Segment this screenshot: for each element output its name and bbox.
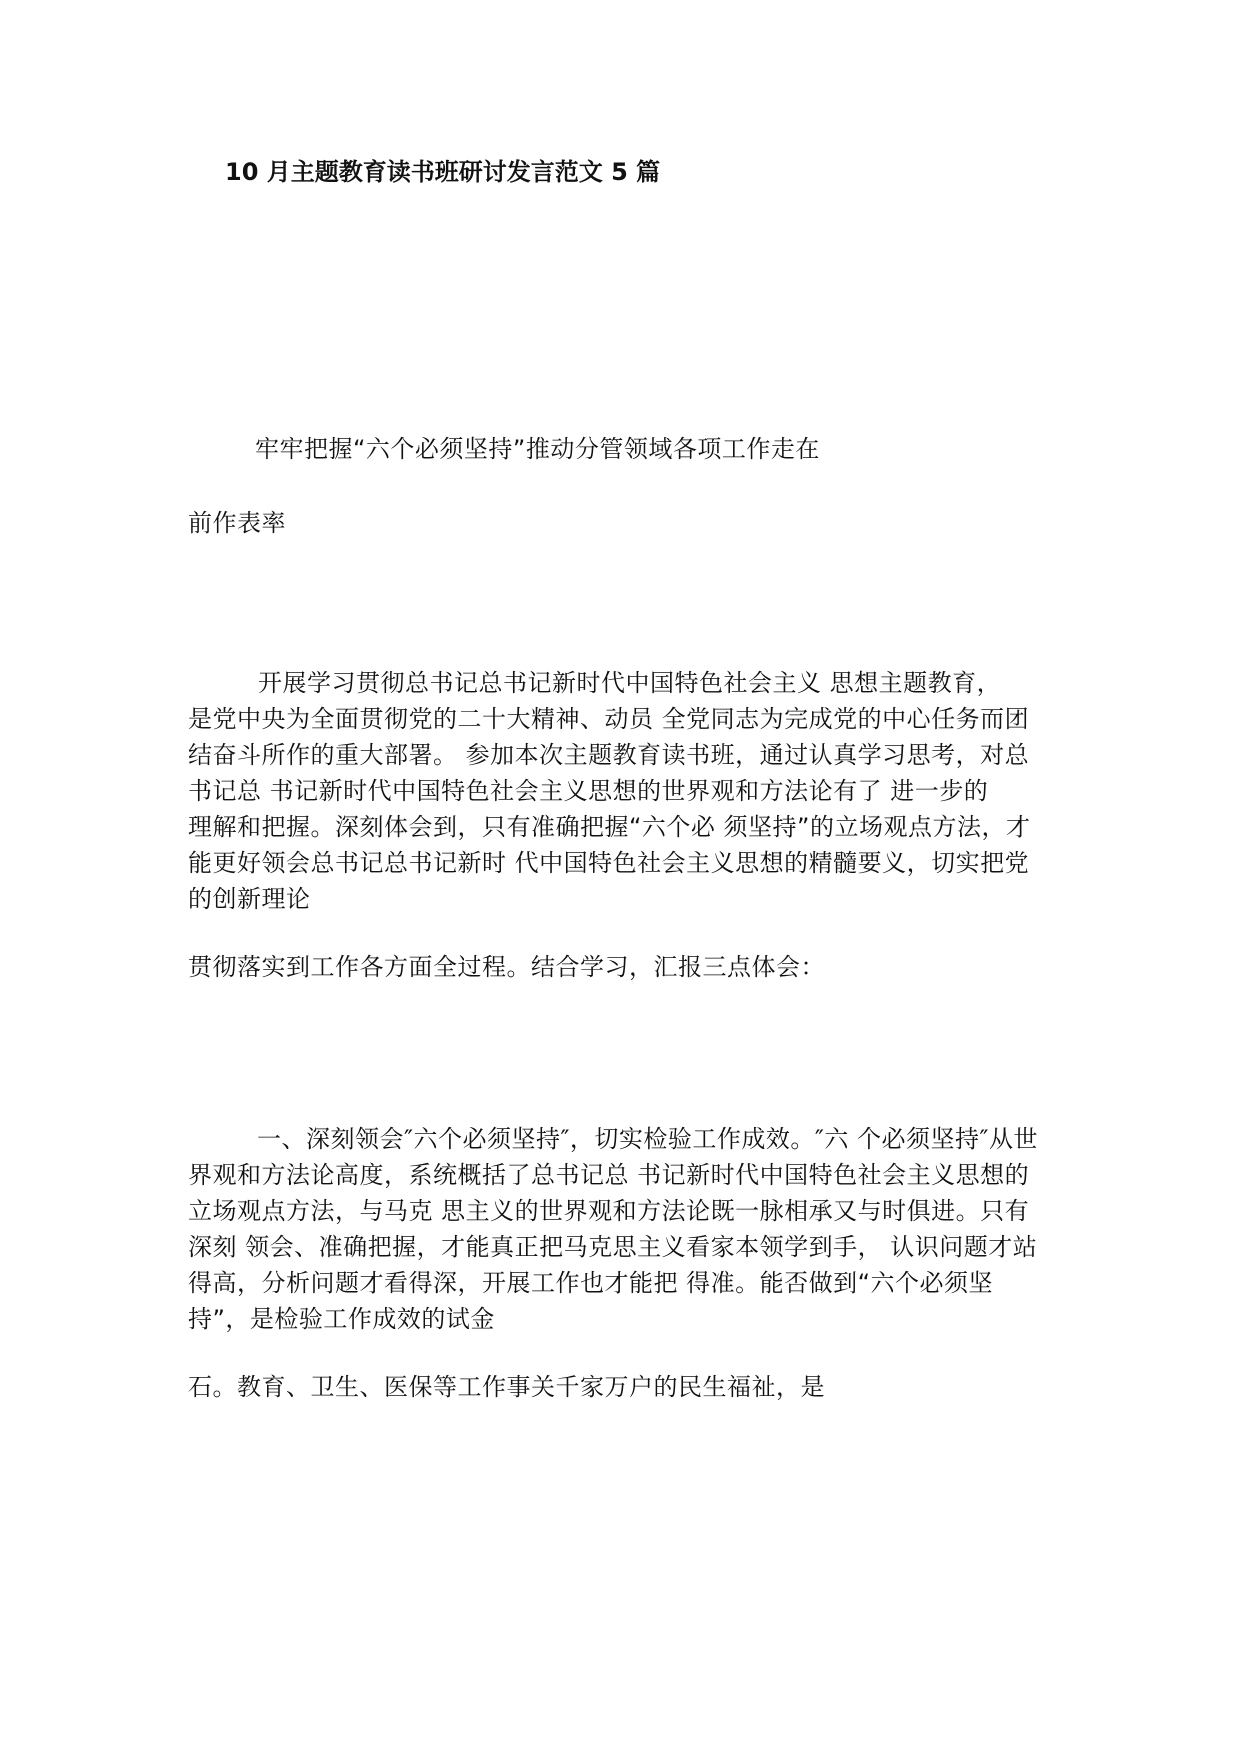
paragraph-1-line-2: 是党中央为全面贯彻党的二十大精神、动员 全党同志为完成党的中心任务而团 [188, 705, 1030, 733]
paragraph-1-line-4: 书记总 书记新时代中国特色社会主义思想的世界观和方法论有了 进一步的 [188, 777, 989, 805]
paragraph-1-line-1: 开展学习贯彻总书记总书记新时代中国特色社会主义 思想主题教育， [258, 669, 1002, 697]
paragraph-4: 石。教育、卫生、医保等工作事关千家万户的民生福祉，是 [188, 1373, 825, 1401]
paragraph-3-line-5: 得高，分析问题才看得深，开展工作也才能把 得准。能否做到“六个必须坚 [188, 1269, 994, 1297]
section-heading-line-1: 牢牢把握“六个必须坚持”推动分管领域各项工作走在 [255, 435, 820, 463]
paragraph-3-line-1: 一、深刻领会″六个必须坚持″，切实检验工作成效。″六 个必须坚持″从世 [257, 1125, 1038, 1153]
document-title: 10 月主题教育读书班研讨发言范文 5 篇 [225, 158, 661, 186]
paragraph-1-line-6: 能更好领会总书记总书记新时 代中国特色社会主义思想的精髓要义，切实把党 [188, 849, 1030, 877]
paragraph-3-line-6: 持”，是检验工作成效的试金 [188, 1305, 495, 1333]
paragraph-3-line-4: 深刻 领会、准确把握，才能真正把马克思主义看家本领学到手， 认识问题才站 [188, 1233, 1038, 1261]
section-heading-line-2: 前作表率 [188, 509, 286, 537]
paragraph-1-line-5: 理解和把握。深刻体会到，只有准确把握“六个必 须坚持”的立场观点方法，才 [188, 813, 1031, 841]
paragraph-3-line-2: 界观和方法论高度，系统概括了总书记总 书记新时代中国特色社会主义思想的 [188, 1161, 1030, 1189]
paragraph-3-line-3: 立场观点方法，与马克 思主义的世界观和方法论既一脉相承又与时俱进。只有 [188, 1197, 1030, 1225]
paragraph-1-line-7: 的创新理论 [188, 885, 311, 913]
paragraph-2: 贯彻落实到工作各方面全过程。结合学习，汇报三点体会： [188, 953, 825, 981]
paragraph-1-line-3: 结奋斗所作的重大部署。 参加本次主题教育读书班，通过认真学习思考，对总 [188, 741, 1030, 769]
